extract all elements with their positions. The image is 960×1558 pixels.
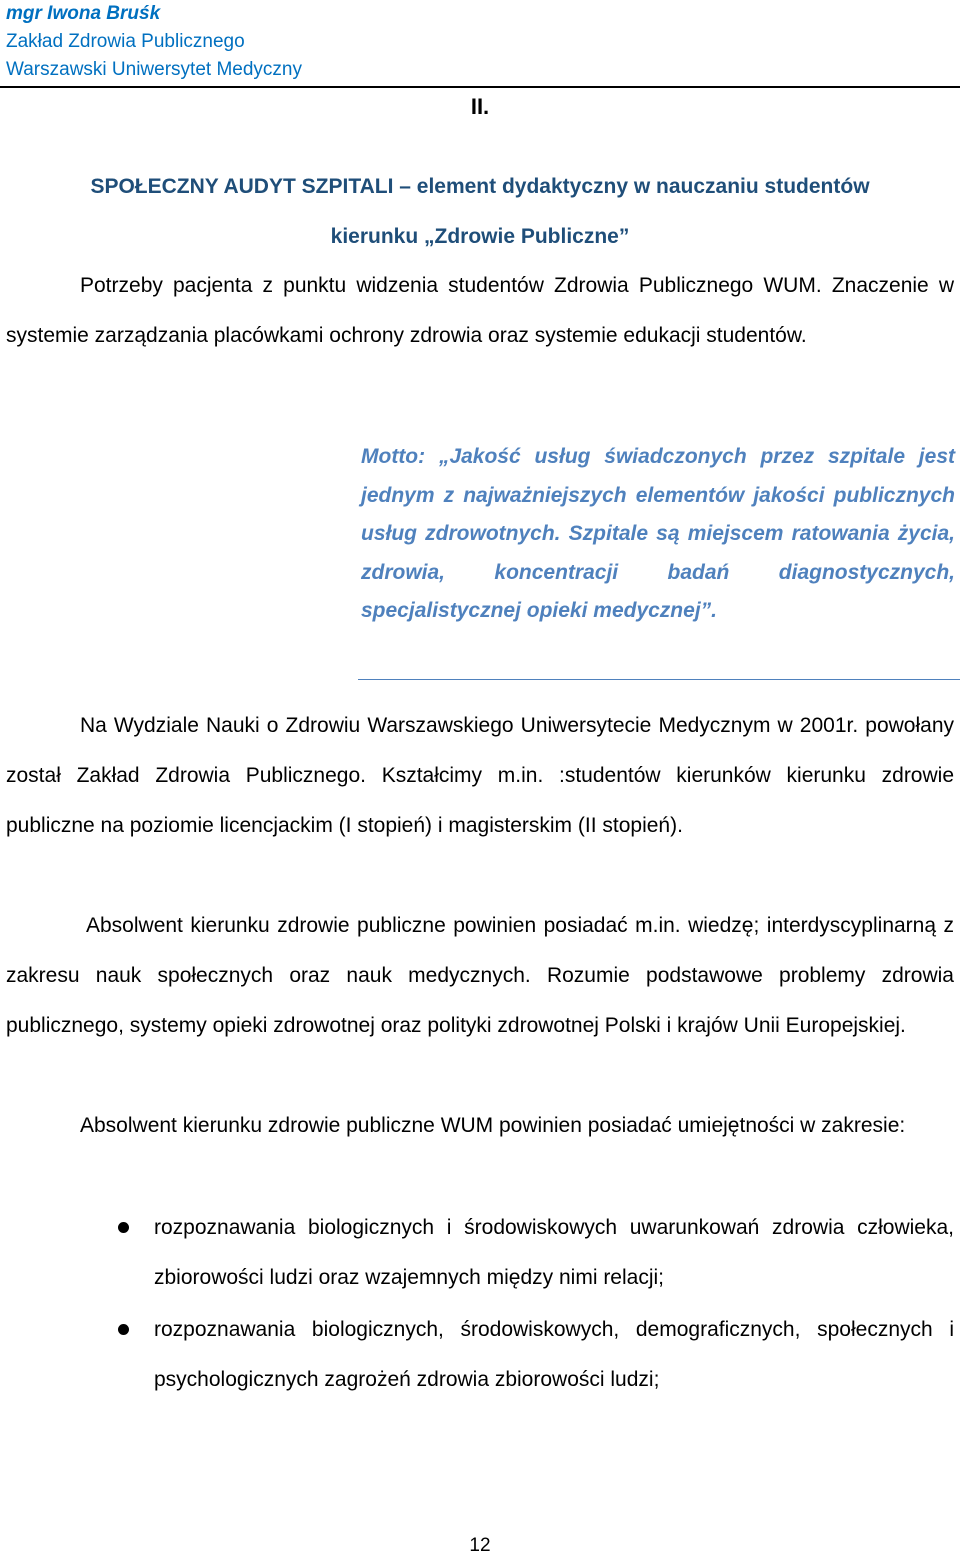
- document-header: [6, 0, 302, 84]
- paragraph-graduate-knowledge: [6, 901, 954, 1051]
- list-item: [6, 1203, 954, 1303]
- list-item-text: rozpoznawania biologicznych i środowiskowych uwarunkowań zdrowia człowieka, zbiorowości ludzi oraz wzajemnych między nimi relacji;: [154, 1216, 954, 1289]
- paragraph-graduate-skills: [6, 1101, 954, 1151]
- section-number: II.: [470, 94, 490, 119]
- skills-list: [6, 1203, 954, 1407]
- university-name: Warszawski Uniwersytet Medyczny: [6, 59, 302, 80]
- bullet-icon: [118, 1222, 129, 1233]
- author-name: mgr Iwona Bruśk: [6, 3, 161, 24]
- header-divider: [0, 86, 960, 88]
- paragraph-graduate-skills-text: Absolwent kierunku zdrowie publiczne WUM powinien posiadać umiejętności w zakresie:: [80, 1114, 906, 1137]
- department-name: Zakład Zdrowia Publicznego: [6, 31, 245, 52]
- page-number: 12: [469, 1535, 491, 1556]
- list-item-text: rozpoznawania biologicznych, środowiskowych, demograficznych, społecznych i psychologicznych zagrożeń zdrowia zbiorowości ludzi;: [154, 1318, 954, 1391]
- intro-line-1: Potrzeby pacjenta z punktu widzenia studentów Zdrowia Publicznego WUM.: [80, 274, 822, 297]
- motto-quote: Motto: „Jakość usług świadczonych przez szpitale jest jednym z najważniejszych elementów jakości publicznych usług zdrowotnych. Szpitale są miejscem ratowania życia, zdrowia, koncentracji badań diagnostycznych, specjalistycznej opieki medycznej”.: [361, 445, 955, 622]
- list-item: [6, 1305, 954, 1405]
- paragraph-faculty-text: Na Wydziale Nauki o Zdrowiu Warszawskiego Uniwersytecie Medycznym w 2001r. powołany został Zakład Zdrowia Publicznego. Kształcimy m.in. :studentów kierunków kierunku zdrowie publiczne na poziomie licencjackim (I stopień) i magisterskim (II stopień).: [6, 714, 954, 837]
- intro-paragraph: [6, 261, 954, 361]
- motto-divider: [358, 679, 960, 680]
- intro-rest: Znaczenie w systemie zarządzania placówkami ochrony zdrowia oraz systemie edukacji studentów.: [6, 274, 955, 347]
- bullet-icon: [118, 1324, 129, 1335]
- document-title-line-1: SPOŁECZNY AUDYT SZPITALI – element dydaktyczny w nauczaniu studentów: [90, 175, 870, 198]
- paragraph-faculty: [6, 701, 954, 851]
- paragraph-graduate-knowledge-text: Absolwent kierunku zdrowie publiczne powinien posiadać m.in. wiedzę; interdyscyplinarną z zakresu nauk społecznych oraz nauk medycznych. Rozumie podstawowe problemy zdrowia publicznego, systemy opieki zdrowotnej oraz polityki zdrowotnej Polski i krajów Unii Europejskiej.: [6, 914, 954, 1037]
- document-title-line-2: kierunku „Zdrowie Publiczne”: [330, 225, 630, 248]
